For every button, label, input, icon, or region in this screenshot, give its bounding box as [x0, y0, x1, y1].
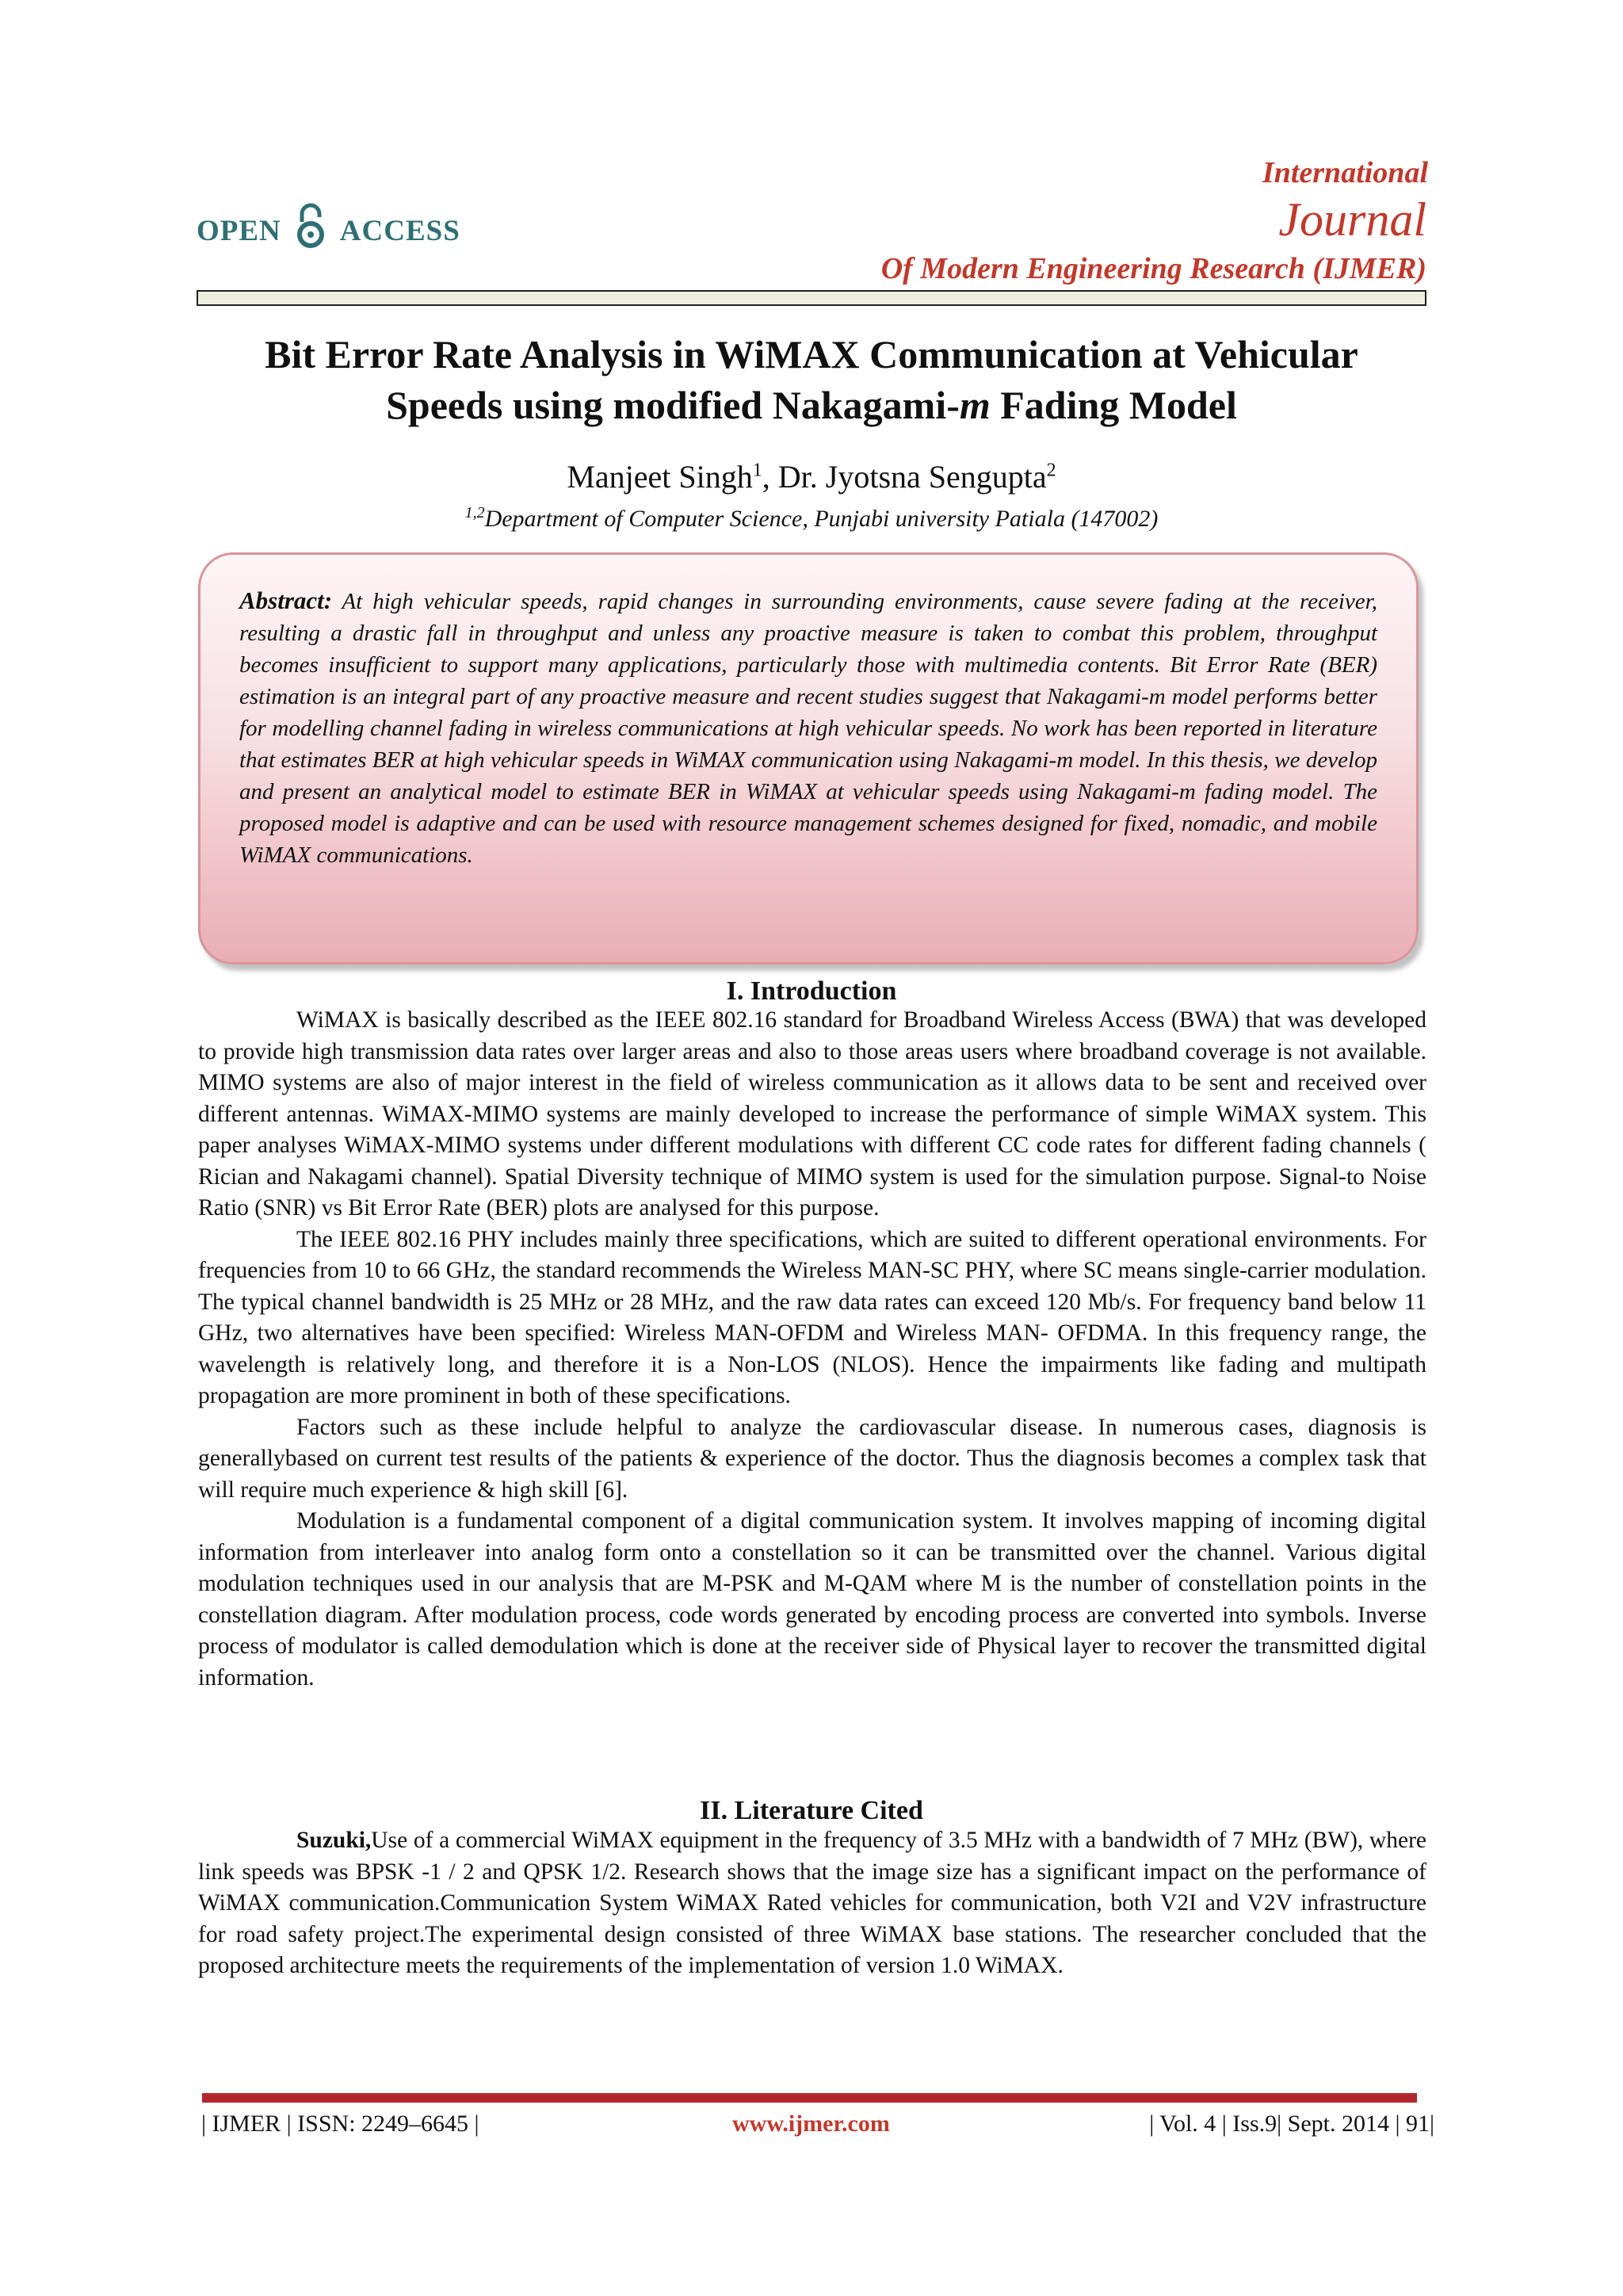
cited-author: Suzuki,: [296, 1828, 372, 1853]
abstract: [239, 585, 1377, 871]
open-lock-icon: [296, 203, 326, 249]
section-heading-introduction: I. Introduction: [726, 976, 897, 1006]
introduction-body: [198, 1005, 1426, 1694]
header-rule: [197, 290, 1426, 306]
footer-volume: | Vol. 4 | Iss.9| Sept. 2014 | 91|: [1149, 2111, 1434, 2137]
author-list: Manjeet Singh$^1$, Dr. Jyotsna Sengupta$^2$: [567, 459, 1056, 495]
footer-website-link[interactable]: www.ijmer.com: [732, 2111, 890, 2137]
footer-issn: | IJMER | ISSN: 2249–6645 |: [201, 2111, 479, 2137]
author-1: Manjeet Singh: [567, 459, 753, 495]
paper-title-line2: Speeds using modified Nakagami-m Fading Model: [386, 383, 1237, 427]
paragraph: Suzuki,Use of a commercial WiMAX equipment in the frequency of 3.5 MHz with a bandwidth of 7 MHz (BW), where link speeds was BPSK -1 / 2 and QPSK 1/2. Research shows that the image size has a significant impact on the performance of WiMAX communication.Communication System WiMAX Rated vehicles for communication, both V2I and V2V infrastructure for road safety project.The experimental design consisted of three WiMAX base stations. The researcher concluded that the proposed architecture meets the requirements of the implementation of version 1.0 WiMAX.: [198, 1828, 1426, 1978]
literature-body: [198, 1825, 1426, 1982]
paper-title-line1: Bit Error Rate Analysis in WiMAX Communication at Vehicular: [265, 332, 1358, 376]
open-access-logo: [197, 208, 460, 254]
paragraph: Factors such as these include helpful to analyze the cardiovascular disease. In numerous cases, diagnosis is generallybased on current test results of the patients & experience of the doctor. Thus the diagnosis becomes a complex task that will require much experience & high skill [6].: [198, 1414, 1426, 1503]
paragraph: Modulation is a fundamental component of a digital communication system. It involves mapping of incoming digital information from interleaver into analog form onto a constellation so it can be transmitted over the channel. Various digital modulation techniques used in our analysis that are M-PSK and M-QAM where M is the number of constellation points in the constellation diagram. After modulation process, code words generated by encoding process are converted into symbols. Inverse process of modulator is called demodulation which is done at the receiver side of Physical layer to recover the transmitted digital information.: [198, 1508, 1426, 1690]
author-2: Dr. Jyotsna Sengupta: [777, 459, 1047, 495]
paragraph: The IEEE 802.16 PHY includes mainly three specifications, which are suited to different operational environments. For frequencies from 10 to 66 GHz, the standard recommends the Wireless MAN-SC PHY, where SC means single-carrier modulation. The typical channel bandwidth is 25 MHz or 28 MHz, and the raw data rates can exceed 120 Mb/s. For frequency band below 11 GHz, two alternatives have been specified: Wireless MAN-OFDM and Wireless MAN- OFDMA. In this frequency range, the wavelength is relatively long, and therefore it is a Non-LOS (NLOS). Hence the impairments like fading and multipath propagation are more prominent in both of these specifications.: [198, 1226, 1426, 1408]
open-access-right: ACCESS: [339, 214, 460, 247]
open-access-left: OPEN: [197, 214, 281, 247]
abstract-label: Abstract:: [239, 586, 333, 614]
affiliation: $^{1,2}$Department of Computer Science, Punjabi university Patiala (147002): [464, 504, 1159, 532]
journal-title-line1: International: [1262, 156, 1428, 189]
paragraph: WiMAX is basically described as the IEEE 802.16 standard for Broadband Wireless Access (BWA) that was developed to provide high transmission data rates over larger areas and also to those areas users where broadband coverage is not available. MIMO systems are also of major interest in the field of wireless communication as it allows data to be sent and received over different antennas. WiMAX-MIMO systems are mainly developed to increase the performance of simple WiMAX system. This paper analyses WiMAX-MIMO systems under different modulations with different CC code rates for different fading channels ( Rician and Nakagami channel). Spatial Diversity technique of MIMO system is used for the simulation purpose. Signal-to Noise Ratio (SNR) vs Bit Error Rate (BER) plots are analysed for this purpose.: [198, 1007, 1426, 1221]
footer-rule: [202, 2093, 1417, 2103]
abstract-text: At high vehicular speeds, rapid changes in surrounding environments, cause severe fading at the receiver, resulting a drastic fall in throughput and unless any proactive measure is taken to combat this problem, throughput becomes insufficient to support many applications, particularly those with multimedia contents. Bit Error Rate (BER) estimation is an integral part of any proactive measure and recent studies suggest that Nakagami-m model performs better for modelling channel fading in wireless communications at high vehicular speeds. No work has been reported in literature that estimates BER at high vehicular speeds in WiMAX communication using Nakagami-m model. In this thesis, we develop and present an analytical model to estimate BER in WiMAX at vehicular speeds using Nakagami-m fading model. The proposed model is adaptive and can be used with resource management schemes designed for fixed, nomadic, and mobile WiMAX communications.: [239, 589, 1377, 868]
section-heading-literature: II. Literature Cited: [700, 1796, 923, 1825]
paper-title: [158, 329, 1465, 430]
journal-title-line3: Of Modern Engineering Research (IJMER): [880, 252, 1426, 285]
journal-title-line2: Journal: [1278, 193, 1426, 246]
